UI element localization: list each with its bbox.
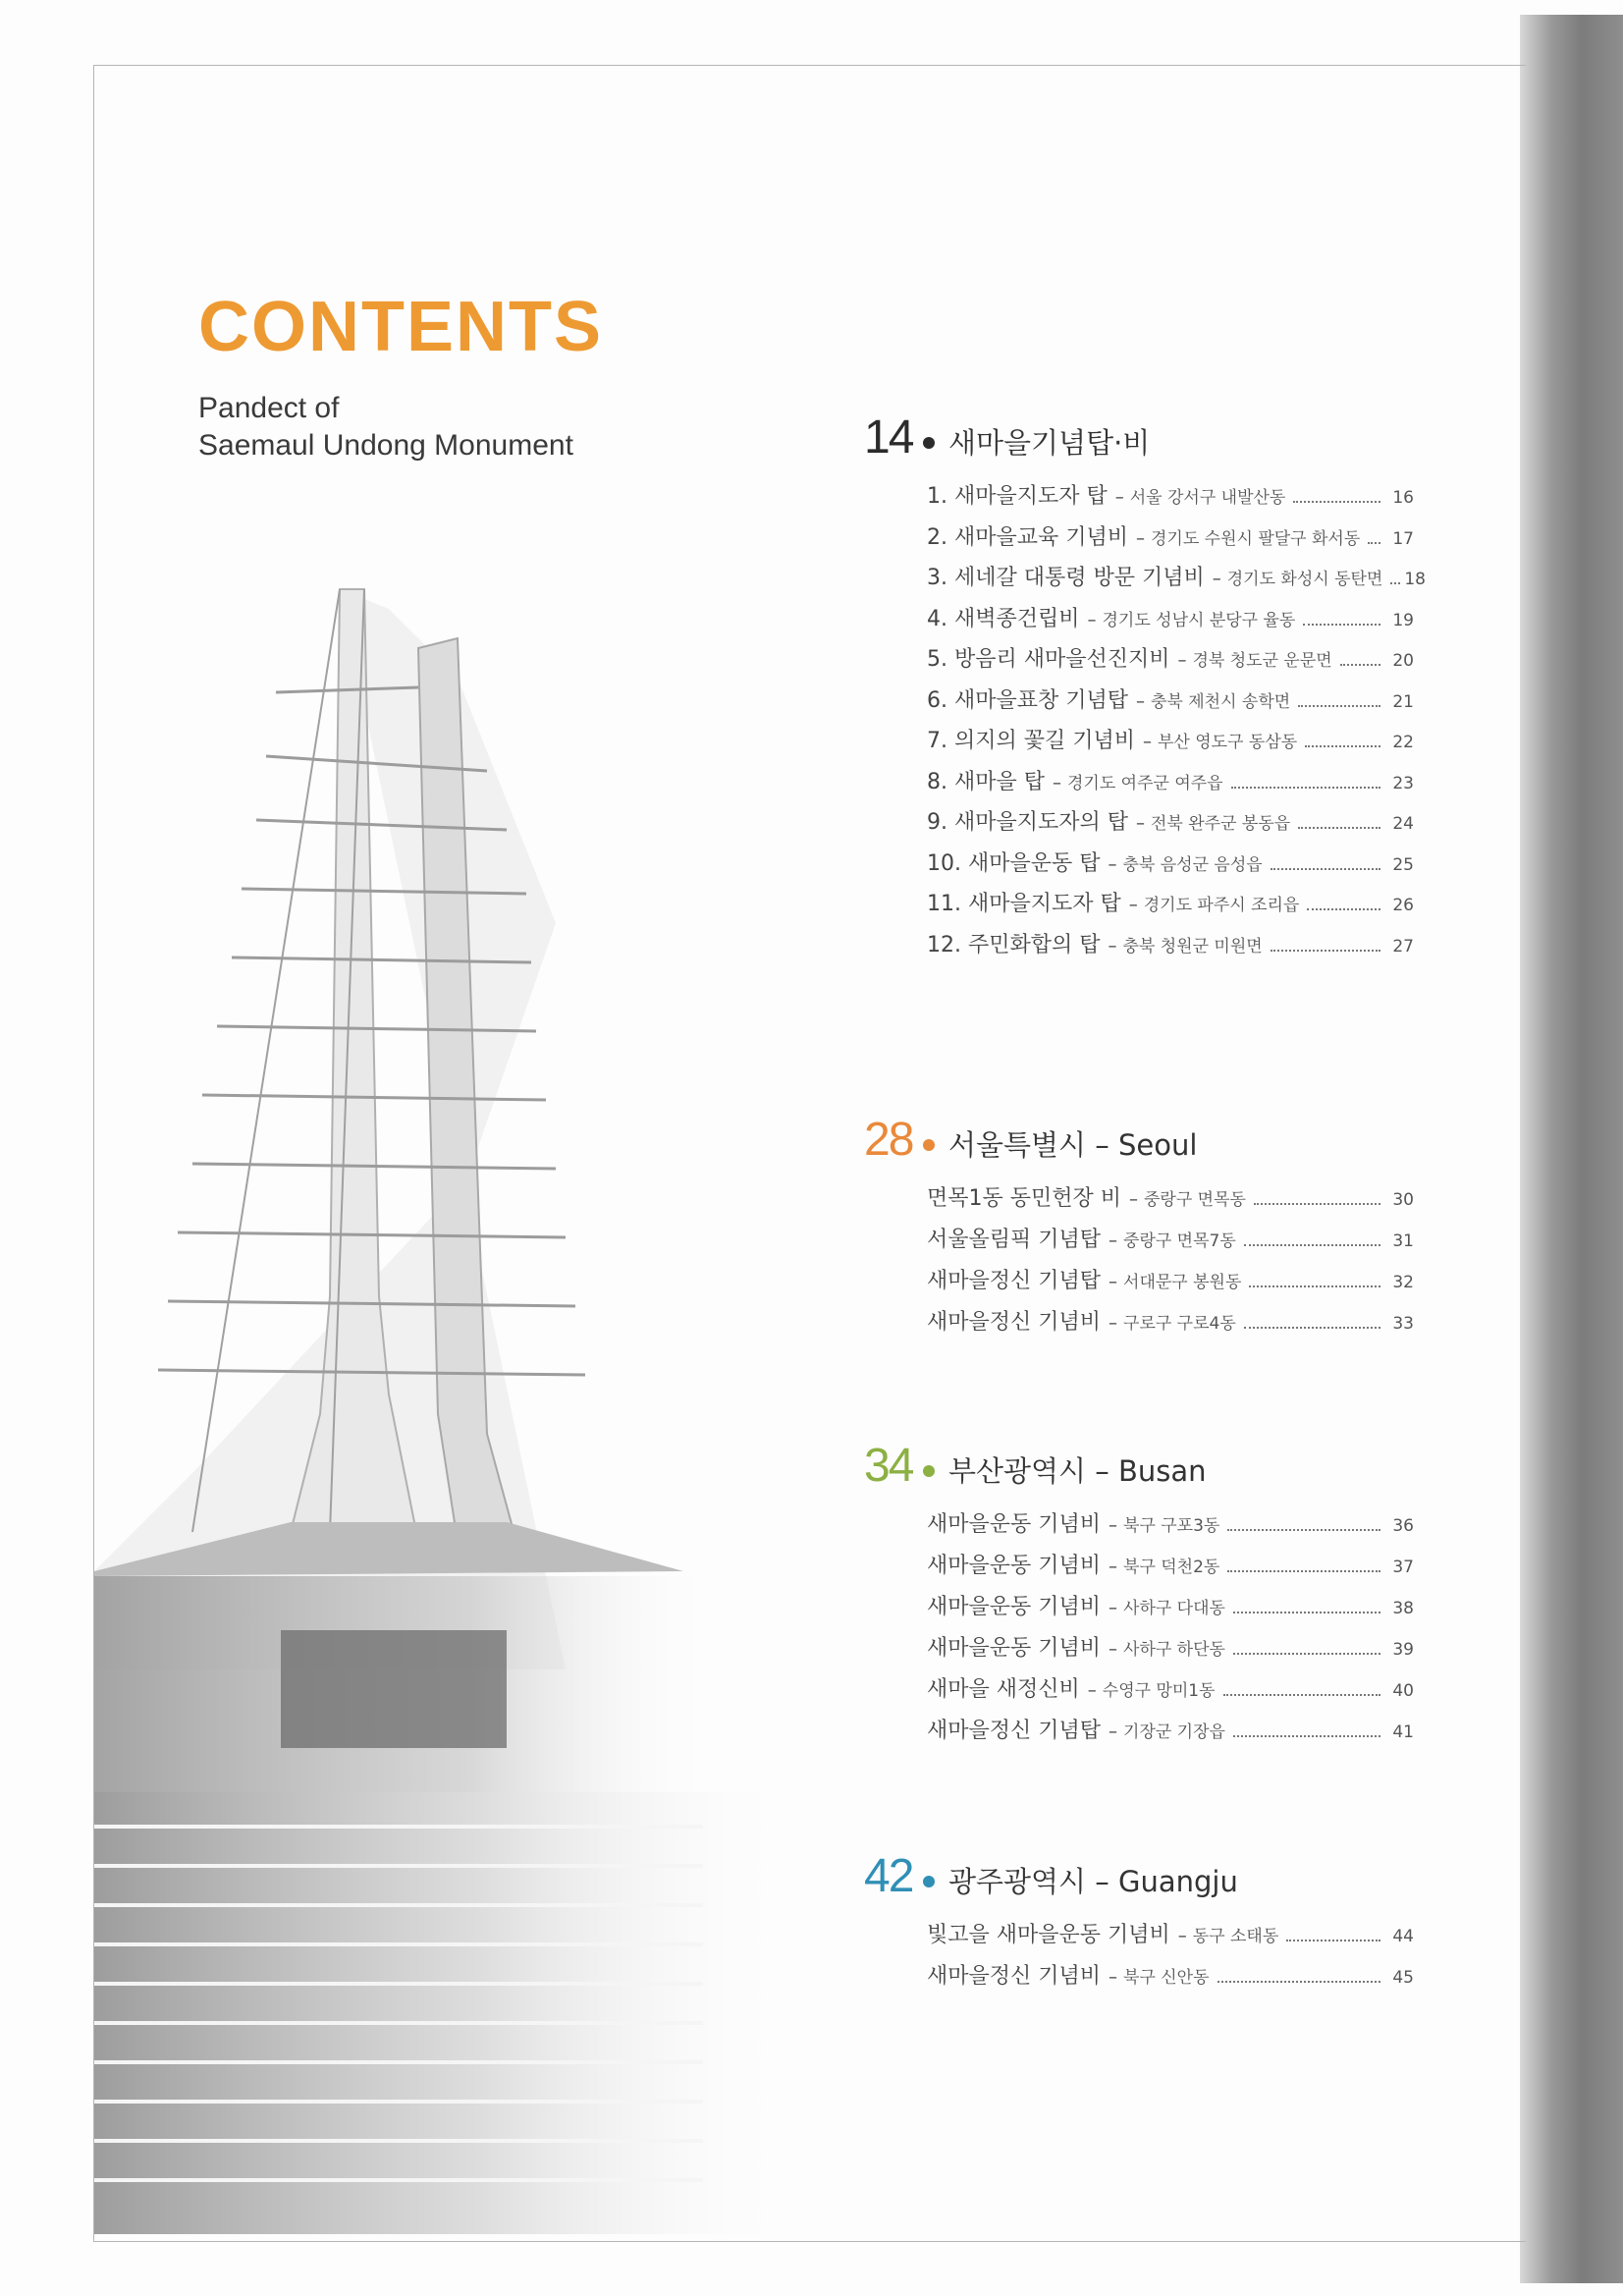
dot-leader xyxy=(1303,624,1380,626)
entry-page-number: 37 xyxy=(1392,1558,1414,1577)
dot-leader xyxy=(1390,582,1400,584)
entry-name: 새마을운동 기념비 xyxy=(927,1554,1102,1578)
toc-entry xyxy=(927,847,1414,888)
entry-page-number: 30 xyxy=(1392,1190,1414,1210)
entry-page-number: 40 xyxy=(1392,1681,1414,1701)
entry-separator: – xyxy=(1109,1313,1118,1334)
section-bullet-icon xyxy=(923,1876,935,1887)
entry-page-number: 39 xyxy=(1392,1640,1414,1660)
entry-page-number: 21 xyxy=(1392,691,1414,712)
entry-separator: – xyxy=(1108,935,1117,957)
entry-separator: – xyxy=(1177,1926,1187,1946)
entry-name: 새마을 새정신비 xyxy=(927,1677,1080,1702)
toc-entry xyxy=(927,1590,1414,1631)
entry-page-number: 26 xyxy=(1392,896,1414,915)
toc-entry xyxy=(927,724,1414,765)
section-heading xyxy=(864,410,1414,469)
entry-name: 서울올림픽 기념탑 xyxy=(927,1228,1102,1252)
entry-location: 경기도 여주군 여주읍 xyxy=(1067,773,1223,793)
entry-page-number: 25 xyxy=(1392,854,1414,875)
dot-leader xyxy=(1233,1612,1380,1613)
dot-leader xyxy=(1244,1327,1380,1329)
dot-leader xyxy=(1298,705,1380,707)
toc-entry xyxy=(927,1714,1414,1755)
contents-title: CONTENTS xyxy=(198,288,603,366)
entry-page-number: 38 xyxy=(1392,1599,1414,1618)
entry-location: 경기도 화성시 동탄면 xyxy=(1226,570,1383,589)
entry-separator: – xyxy=(1129,1189,1138,1210)
entry-separator: – xyxy=(1128,895,1138,915)
section-heading xyxy=(864,1113,1414,1172)
entry-location: 북구 신안동 xyxy=(1123,1968,1210,1988)
entry-location: 전북 완주군 봉동읍 xyxy=(1151,814,1291,834)
entry-name: 새마을정신 기념비 xyxy=(927,1310,1102,1335)
dot-leader xyxy=(1298,827,1380,829)
entry-name: 6. 새마을표창 기념탑 xyxy=(927,687,1128,713)
entry-name: 빛고을 새마을운동 기념비 xyxy=(927,1923,1170,1947)
section-28 xyxy=(864,1113,1414,1335)
entry-name: 10. 새마을운동 탑 xyxy=(927,850,1101,876)
entry-name: 5. 방음리 새마을선진지비 xyxy=(927,647,1170,672)
entry-location: 서대문구 봉원동 xyxy=(1123,1273,1242,1292)
entry-location: 경기도 성남시 분당구 율동 xyxy=(1102,610,1296,630)
entry-name: 면목1동 동민헌장 비 xyxy=(927,1186,1121,1211)
toc-entry xyxy=(927,520,1414,562)
entry-separator: – xyxy=(1136,690,1145,712)
section-title: 새마을기념탑·비 xyxy=(948,426,1151,460)
entry-location: 부산 영도구 동삼동 xyxy=(1158,733,1298,752)
entry-separator: – xyxy=(1109,1515,1118,1536)
section-number: 34 xyxy=(864,1440,913,1492)
entry-separator: – xyxy=(1087,1680,1097,1701)
toc-entry xyxy=(927,1305,1414,1346)
entry-separator: – xyxy=(1212,569,1221,589)
dot-leader xyxy=(1254,1203,1380,1205)
entry-page-number: 44 xyxy=(1392,1927,1414,1946)
entry-separator: – xyxy=(1136,813,1145,834)
dot-leader xyxy=(1271,950,1380,952)
dot-leader xyxy=(1307,908,1380,910)
subtitle-line-2: Saemaul Undong Monument xyxy=(198,429,573,462)
entry-name: 7. 의지의 꽃길 기념비 xyxy=(927,729,1135,753)
entry-page-number: 27 xyxy=(1392,936,1414,957)
entry-location: 기장군 기장읍 xyxy=(1123,1722,1225,1742)
entry-separator: – xyxy=(1109,1557,1118,1577)
section-number: 14 xyxy=(864,411,913,464)
toc-entry xyxy=(927,1549,1414,1590)
toc-entry xyxy=(927,928,1414,969)
entry-page-number: 33 xyxy=(1392,1314,1414,1334)
toc-entry xyxy=(927,683,1414,725)
dot-leader xyxy=(1233,1653,1380,1655)
section-title: 서울특별시 – Seoul xyxy=(948,1128,1198,1162)
toc-entry xyxy=(927,1959,1414,2000)
entry-page-number: 24 xyxy=(1392,814,1414,834)
binding-shadow xyxy=(1520,15,1623,2283)
entry-name: 4. 새벽종건립비 xyxy=(927,606,1080,631)
toc-entry xyxy=(927,642,1414,683)
entry-separator: – xyxy=(1109,1722,1118,1742)
entry-page-number: 45 xyxy=(1392,1968,1414,1988)
entry-separator: – xyxy=(1108,853,1117,875)
entry-name: 새마을정신 기념탑 xyxy=(927,1719,1102,1743)
dot-leader xyxy=(1217,1981,1380,1983)
entry-page-number: 32 xyxy=(1392,1273,1414,1292)
entry-page-number: 20 xyxy=(1392,651,1414,671)
entry-name: 1. 새마을지도자 탑 xyxy=(927,484,1108,509)
entry-location: 충북 제천시 송학면 xyxy=(1151,691,1291,712)
entry-name: 새마을정신 기념비 xyxy=(927,1964,1102,1989)
toc-entry xyxy=(927,1672,1414,1714)
entry-list xyxy=(927,1507,1414,1755)
toc-entry xyxy=(927,765,1414,806)
dot-leader xyxy=(1227,1529,1380,1531)
toc-entry xyxy=(927,561,1426,602)
entry-name: 2. 새마을교육 기념비 xyxy=(927,524,1128,550)
entry-page-number: 18 xyxy=(1404,570,1426,589)
dot-leader xyxy=(1271,868,1380,870)
entry-separator: – xyxy=(1087,609,1097,630)
entry-name: 새마을운동 기념비 xyxy=(927,1595,1102,1619)
entry-name: 새마을운동 기념비 xyxy=(927,1512,1102,1537)
page-subtitle xyxy=(198,390,573,465)
entry-location: 북구 덕천2동 xyxy=(1123,1558,1220,1577)
entry-name: 3. 세네갈 대통령 방문 기념비 xyxy=(927,566,1205,590)
dot-leader xyxy=(1233,1735,1380,1737)
toc-entry xyxy=(927,1631,1414,1672)
dot-leader xyxy=(1368,542,1380,544)
dot-leader xyxy=(1286,1940,1380,1941)
entry-location: 중랑구 면목7동 xyxy=(1123,1231,1236,1251)
entry-location: 중랑구 면목동 xyxy=(1144,1190,1246,1210)
entry-separator: – xyxy=(1136,527,1145,549)
entry-name: 새마을운동 기념비 xyxy=(927,1636,1102,1661)
toc-entry xyxy=(927,1264,1414,1305)
monument-illustration xyxy=(94,550,801,2239)
toc-entry xyxy=(927,1918,1414,1959)
entry-location: 충북 음성군 음성읍 xyxy=(1122,854,1263,875)
toc-entry xyxy=(927,805,1414,847)
entry-page-number: 23 xyxy=(1392,773,1414,793)
section-title: 부산광역시 – Busan xyxy=(948,1454,1207,1488)
entry-name: 8. 새마을 탑 xyxy=(927,769,1045,794)
dot-leader xyxy=(1231,787,1380,789)
entry-list xyxy=(927,479,1426,968)
section-42 xyxy=(864,1849,1414,1989)
toc-entry xyxy=(927,887,1414,928)
entry-page-number: 41 xyxy=(1392,1722,1414,1742)
section-heading xyxy=(864,1439,1414,1498)
entry-separator: – xyxy=(1109,1639,1118,1660)
entry-page-number: 22 xyxy=(1392,733,1414,752)
entry-page-number: 16 xyxy=(1392,488,1414,508)
section-bullet-icon xyxy=(923,1139,935,1151)
entry-separator: – xyxy=(1143,732,1152,752)
entry-separator: – xyxy=(1109,1272,1118,1292)
entry-location: 경기도 파주시 조리읍 xyxy=(1143,896,1300,915)
dot-leader xyxy=(1305,745,1380,747)
entry-name: 9. 새마을지도자의 탑 xyxy=(927,810,1128,835)
dot-leader xyxy=(1340,664,1380,666)
entry-name: 12. 주민화합의 탑 xyxy=(927,932,1101,957)
entry-separator: – xyxy=(1053,772,1061,793)
entry-location: 동구 소태동 xyxy=(1192,1927,1279,1946)
entry-list xyxy=(927,1918,1414,2000)
entry-separator: – xyxy=(1109,1230,1118,1251)
entry-location: 수영구 망미1동 xyxy=(1102,1681,1216,1701)
entry-separator: – xyxy=(1177,650,1187,671)
toc-entry xyxy=(927,1507,1414,1549)
entry-page-number: 19 xyxy=(1392,610,1414,630)
section-heading xyxy=(864,1849,1414,1908)
entry-location: 충북 청원군 미원면 xyxy=(1122,936,1263,957)
entry-location: 서울 강서구 내발산동 xyxy=(1129,488,1286,508)
subtitle-line-1: Pandect of xyxy=(198,392,340,424)
entry-location: 사하구 다대동 xyxy=(1123,1599,1225,1618)
entry-page-number: 36 xyxy=(1392,1516,1414,1536)
dot-leader xyxy=(1249,1285,1380,1287)
dot-leader xyxy=(1223,1694,1380,1696)
entry-name: 새마을정신 기념탑 xyxy=(927,1269,1102,1293)
section-title: 광주광역시 – Guangju xyxy=(948,1865,1238,1898)
entry-location: 사하구 하단동 xyxy=(1123,1640,1225,1660)
toc-entry xyxy=(927,479,1414,520)
entry-list xyxy=(927,1181,1414,1346)
section-14 xyxy=(864,410,1426,957)
dot-leader xyxy=(1293,501,1380,503)
dot-leader xyxy=(1227,1570,1380,1572)
entry-location: 경북 청도군 운문면 xyxy=(1192,651,1332,671)
entry-separator: – xyxy=(1109,1598,1118,1618)
dot-leader xyxy=(1244,1244,1380,1246)
entry-location: 북구 구포3동 xyxy=(1123,1516,1220,1536)
entry-location: 구로구 구로4동 xyxy=(1123,1314,1236,1334)
toc-entry xyxy=(927,602,1414,643)
section-34 xyxy=(864,1439,1414,1743)
toc-entry xyxy=(927,1181,1414,1223)
entry-separator: – xyxy=(1114,487,1124,508)
entry-page-number: 17 xyxy=(1392,528,1414,549)
section-bullet-icon xyxy=(923,437,935,449)
entry-name: 11. 새마을지도자 탑 xyxy=(927,892,1121,916)
section-number: 28 xyxy=(864,1114,913,1166)
section-number: 42 xyxy=(864,1850,913,1902)
entry-separator: – xyxy=(1109,1967,1118,1988)
section-bullet-icon xyxy=(923,1465,935,1477)
entry-location: 경기도 수원시 팔달구 화서동 xyxy=(1151,528,1361,549)
entry-page-number: 31 xyxy=(1392,1231,1414,1251)
toc-entry xyxy=(927,1223,1414,1264)
